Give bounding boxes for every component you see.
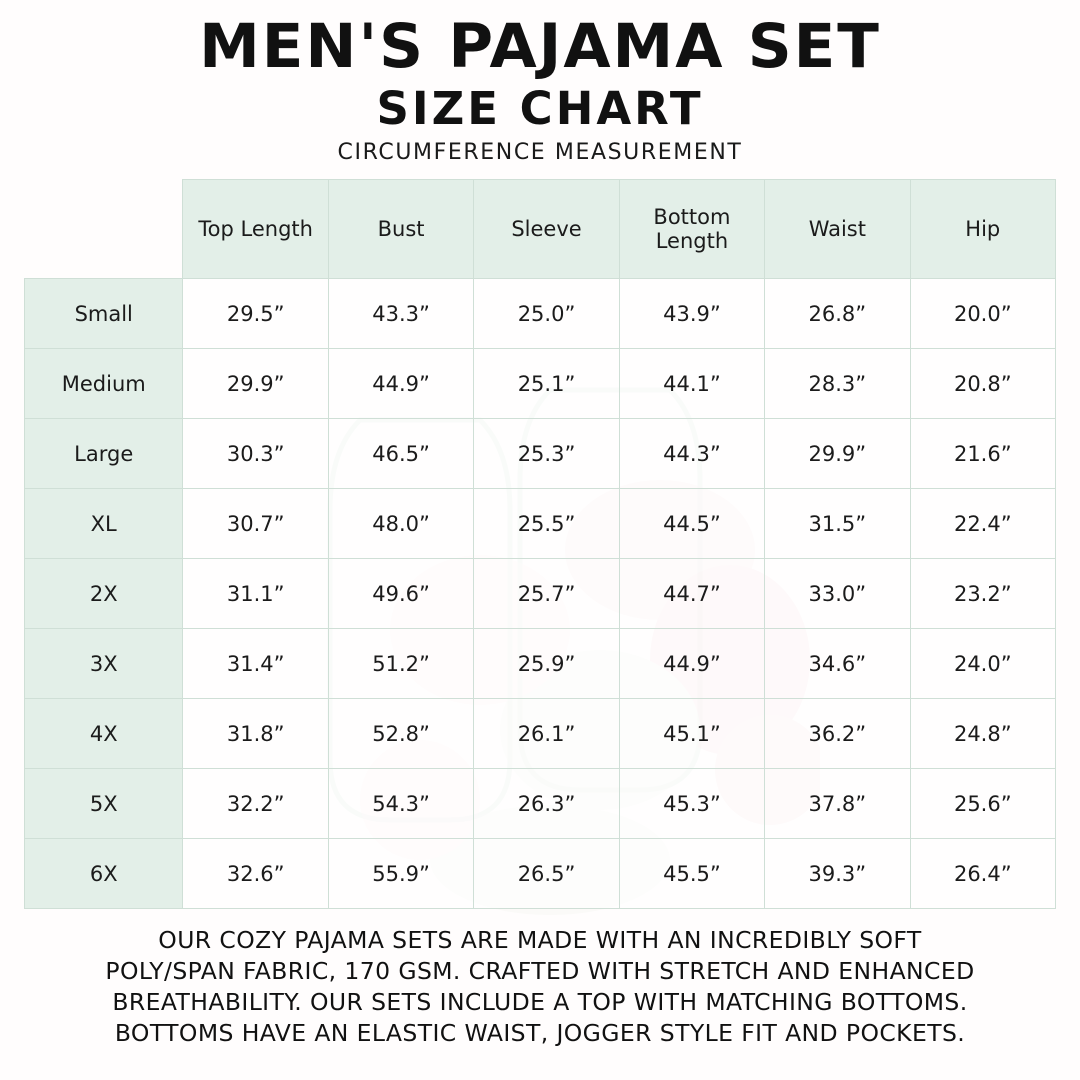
cell-bottom-length: 44.1” [619,349,764,419]
cell-waist: 29.9” [765,419,910,489]
size-label: Large [25,419,183,489]
table-row [25,419,1056,489]
table-row [25,769,1056,839]
size-label: 4X [25,699,183,769]
column-header-hip: Hip [910,180,1055,279]
cell-bottom-length: 44.5” [619,489,764,559]
size-label: 2X [25,559,183,629]
table-row [25,629,1056,699]
cell-waist: 39.3” [765,839,910,909]
table-row [25,559,1056,629]
cell-sleeve: 26.5” [474,839,619,909]
cell-waist: 26.8” [765,279,910,349]
page-header [0,0,1080,165]
table-row [25,489,1056,559]
measurement-note: CIRCUMFERENCE MEASUREMENT [337,140,743,166]
cell-bust: 49.6” [328,559,473,629]
cell-bottom-length: 45.5” [619,839,764,909]
cell-bottom-length: 43.9” [619,279,764,349]
size-label: Medium [25,349,183,419]
cell-sleeve: 25.5” [474,489,619,559]
cell-hip: 20.0” [910,279,1055,349]
cell-hip: 23.2” [910,559,1055,629]
description-line-2: POLY/SPAN FABRIC, 170 GSM. CRAFTED WITH STRETCH AND ENHANCED [105,957,975,986]
cell-waist: 36.2” [765,699,910,769]
cell-sleeve: 26.3” [474,769,619,839]
cell-bottom-length: 45.3” [619,769,764,839]
table-row [25,699,1056,769]
cell-top-length: 32.2” [183,769,328,839]
page-title: MEN'S PAJAMA SET [199,11,881,82]
column-header-sleeve: Sleeve [474,180,619,279]
cell-sleeve: 25.3” [474,419,619,489]
cell-waist: 31.5” [765,489,910,559]
size-chart-table-wrapper [24,179,1056,909]
table-row [25,349,1056,419]
cell-bust: 55.9” [328,839,473,909]
size-label: 6X [25,839,183,909]
cell-waist: 37.8” [765,769,910,839]
size-label: Small [25,279,183,349]
cell-top-length: 30.3” [183,419,328,489]
cell-hip: 26.4” [910,839,1055,909]
cell-top-length: 31.8” [183,699,328,769]
description-line-3: BREATHABILITY. OUR SETS INCLUDE A TOP WITH MATCHING BOTTOMS. [112,988,968,1017]
cell-top-length: 30.7” [183,489,328,559]
table-body [25,279,1056,909]
cell-hip: 20.8” [910,349,1055,419]
cell-waist: 28.3” [765,349,910,419]
cell-bust: 44.9” [328,349,473,419]
cell-hip: 24.0” [910,629,1055,699]
cell-sleeve: 25.1” [474,349,619,419]
cell-bust: 48.0” [328,489,473,559]
cell-top-length: 29.5” [183,279,328,349]
cell-top-length: 31.4” [183,629,328,699]
cell-top-length: 29.9” [183,349,328,419]
cell-sleeve: 25.0” [474,279,619,349]
cell-bottom-length: 44.7” [619,559,764,629]
cell-bust: 46.5” [328,419,473,489]
size-label: 5X [25,769,183,839]
description-line-1: OUR COZY PAJAMA SETS ARE MADE WITH AN INCREDIBLY SOFT [158,926,922,955]
cell-top-length: 32.6” [183,839,328,909]
cell-bottom-length: 44.9” [619,629,764,699]
table-corner-cell [25,180,183,279]
cell-bust: 52.8” [328,699,473,769]
table-row [25,839,1056,909]
column-header-top-length: Top Length [183,180,328,279]
size-chart-table [24,179,1056,909]
cell-sleeve: 25.7” [474,559,619,629]
column-header-bottom-length: Bottom Length [619,180,764,279]
cell-hip: 24.8” [910,699,1055,769]
cell-hip: 25.6” [910,769,1055,839]
cell-bust: 43.3” [328,279,473,349]
table-header-row [25,180,1056,279]
page-subtitle: SIZE CHART [376,81,704,135]
size-label: 3X [25,629,183,699]
cell-sleeve: 26.1” [474,699,619,769]
cell-bust: 51.2” [328,629,473,699]
table-row [25,279,1056,349]
cell-waist: 33.0” [765,559,910,629]
cell-bottom-length: 45.1” [619,699,764,769]
column-header-waist: Waist [765,180,910,279]
cell-bust: 54.3” [328,769,473,839]
size-label: XL [25,489,183,559]
cell-hip: 22.4” [910,489,1055,559]
description-line-4: BOTTOMS HAVE AN ELASTIC WAIST, JOGGER STYLE FIT AND POCKETS. [114,1019,966,1048]
cell-waist: 34.6” [765,629,910,699]
cell-hip: 21.6” [910,419,1055,489]
column-header-bust: Bust [328,180,473,279]
cell-top-length: 31.1” [183,559,328,629]
cell-bottom-length: 44.3” [619,419,764,489]
cell-sleeve: 25.9” [474,629,619,699]
fabric-description [20,925,1060,1049]
